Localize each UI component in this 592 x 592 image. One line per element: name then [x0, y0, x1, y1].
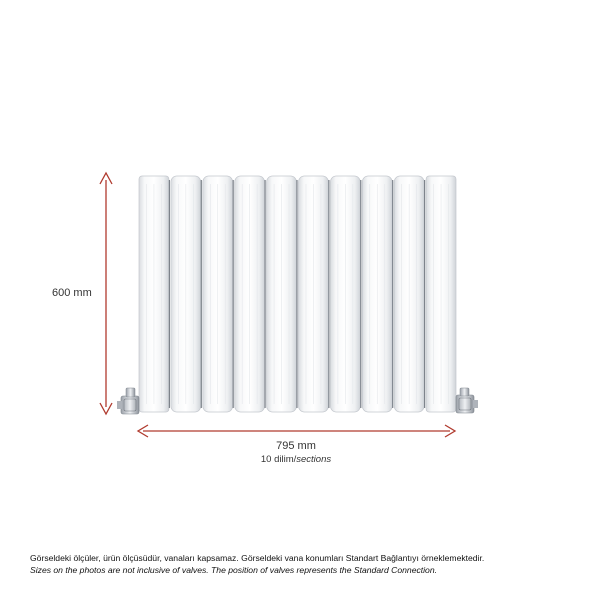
width-dimension-label: 795 mm: [276, 440, 316, 452]
left-valve-icon: [117, 388, 139, 414]
radiator-section: [299, 176, 329, 412]
radiator-section: [171, 176, 201, 412]
height-dimension-label: 600 mm: [52, 287, 92, 299]
radiator-section: [426, 176, 456, 412]
right-valve-icon: [456, 388, 478, 413]
radiator-section: [394, 176, 424, 412]
sections-label-en: sections: [296, 454, 332, 465]
radiator-section: [139, 176, 169, 412]
disclaimer-english: Sizes on the photos are not inclusive of valves. The position of valves represents the Standard Connection.: [30, 565, 438, 575]
radiator-body: [139, 176, 457, 412]
sections-label-tr: 10 dilim/: [260, 454, 297, 465]
radiator-section: [362, 176, 392, 412]
width-dimension-arrow: [138, 425, 455, 437]
radiator-section: [330, 176, 360, 412]
height-dimension-arrow: [100, 173, 112, 414]
sections-label: [236, 454, 356, 465]
radiator-section: [235, 176, 265, 412]
disclaimer-turkish: Görseldeki ölçüler, ürün ölçüsüdür, vanaları kapsamaz. Görseldeki vana konumları Standart Bağlantıyı örneklemektedir.: [30, 553, 485, 563]
radiator-section: [267, 176, 297, 412]
radiator-section: [203, 176, 233, 412]
